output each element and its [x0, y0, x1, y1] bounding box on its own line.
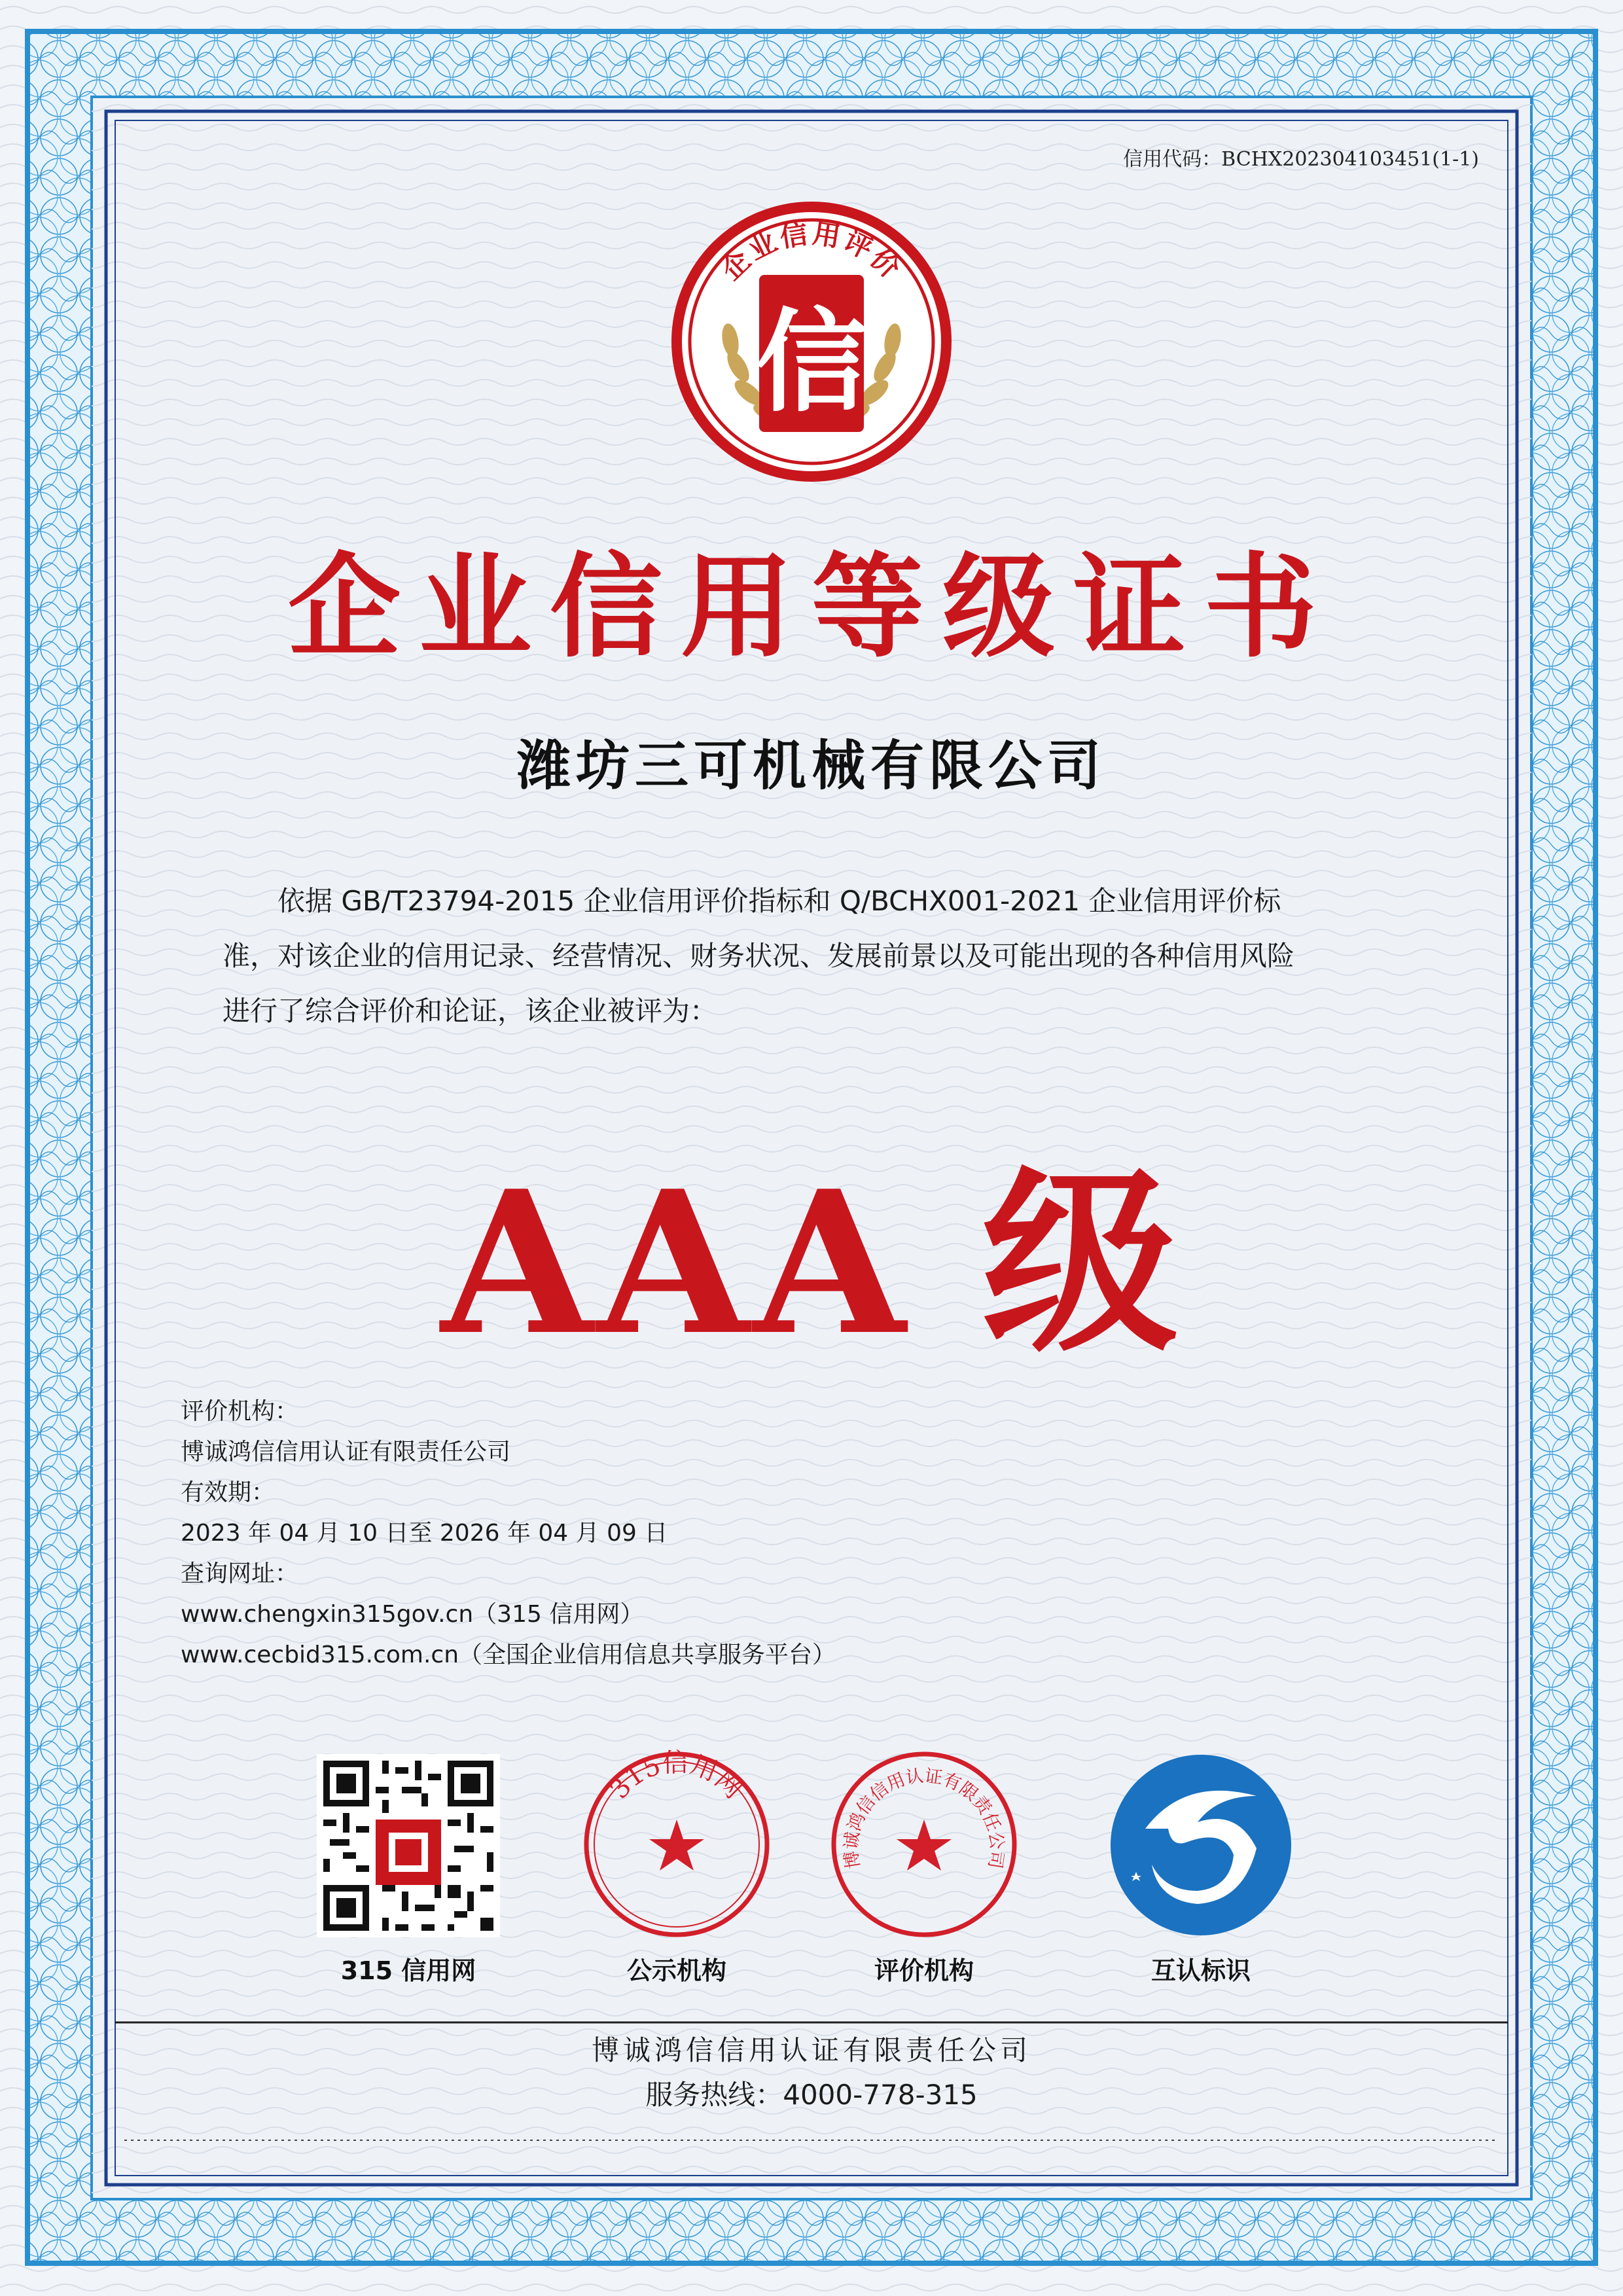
evaluator-value: 博诚鸿信信用认证有限责任公司 [181, 1439, 511, 1465]
statement-line-3: 进行了综合评价和论证，该企业被评为： [223, 995, 718, 1027]
evaluator-label: 评价机构： [181, 1398, 299, 1425]
service-hotline: 服务热线：4000-778-315 [645, 2079, 978, 2111]
badge-label-315: 315 信用网 [340, 1956, 476, 1985]
statement-line-2: 准，对该企业的信用记录、经营情况、财务状况、发展前景以及可能出现的各种信用风险 [223, 940, 1295, 972]
validity-value: 2023 年 04 月 10 日至 2026 年 04 月 09 日 [181, 1520, 668, 1547]
credit-grade: AAA 级 [440, 1147, 1183, 1378]
certificate-title: 企业信用等级证书 [288, 540, 1335, 673]
public-institution-stamp-icon [579, 1746, 775, 1943]
credit-evaluation-emblem [666, 196, 957, 487]
certificate-statement [223, 874, 1414, 1039]
credit-code: 信用代码：BCHX202304103451(1-1) [1123, 148, 1479, 171]
badge-label-mutual: 互认标识 [1150, 1956, 1251, 1985]
badge-label-public: 公示机构 [626, 1956, 726, 1985]
query-url-label: 查询网址： [181, 1560, 299, 1587]
qr-code-icon [317, 1754, 500, 1937]
emblem-ring-text: 企业信用评价 [715, 217, 908, 287]
company-name: 潍坊三可机械有限公司 [516, 735, 1106, 797]
issuer-name: 博诚鸿信信用认证有限责任公司 [591, 2034, 1031, 2066]
validity-label: 有效期： [181, 1479, 276, 1506]
badge-label-evaluation: 评价机构 [874, 1956, 974, 1985]
evaluation-stamp-text: 博诚鸿信信用认证有限责任公司 [841, 1766, 1007, 1871]
query-url-1[interactable]: www.chengxin315gov.cn（315 信用网） [181, 1601, 644, 1628]
mutual-recognition-logo-icon [1106, 1750, 1296, 1940]
query-url-2[interactable]: www.cecbid315.com.cn（全国企业信用信息共享服务平台） [181, 1641, 836, 1668]
evaluation-institution-stamp-icon [826, 1746, 1022, 1943]
public-stamp-text: 315信用网 [604, 1748, 749, 1805]
emblem-center-glyph: 信 [755, 296, 868, 427]
statement-line-1: 依据 GB/T23794-2015 企业信用评价指标和 Q/BCHX001-2021 企业信用评价标 [277, 885, 1281, 917]
